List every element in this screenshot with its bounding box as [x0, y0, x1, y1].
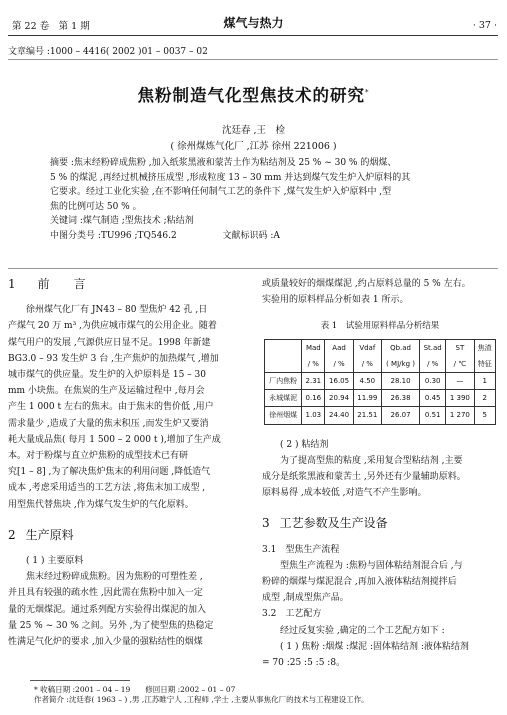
section2-line: 并且具有较强的疏水性 ,因此需在焦粉中加入一定 — [8, 588, 203, 599]
authors: 沈廷春 ,王 检 — [221, 125, 286, 136]
table-cell: 11.99 — [353, 390, 381, 407]
section2-line: 量 25 % ~ 30 % 之间。另外 ,为了使型焦的热稳定 — [8, 620, 214, 631]
left-column — [8, 276, 244, 650]
section1-line: 徐州煤气化厂有 JN43 – 80 型焦炉 42 孔 ,日 — [26, 305, 208, 316]
table-header-cell: / % — [353, 356, 381, 373]
section1-line: 成本 ,考虑采用适当的工艺方法 ,将焦末加工成型 , — [8, 483, 206, 494]
binder-line: 为了提高型焦的粘度 ,采用复合型粘结剂 ,主要 — [280, 455, 463, 466]
abstract-line: 焦的比例可达 50 % 。 — [50, 201, 142, 212]
section3-1-heading: 3.1 型焦生产流程 — [262, 544, 340, 555]
section3-1-line: 型焦生产流程为 :焦粉与固体粘结剂混合后 ,与 — [280, 560, 463, 571]
section1-line: 需求量少 ,造成了大量的焦末积压 ,而发生炉又要消 — [8, 418, 209, 429]
title-footnote-mark: * — [365, 88, 370, 97]
table-cell: 永城煤泥 — [265, 390, 302, 407]
table-cell: 26.38 — [381, 390, 419, 407]
article-rule — [8, 59, 498, 60]
footnote-rule — [30, 680, 130, 681]
table-header-cell: Mad — [302, 339, 325, 356]
section2-line: 焦末经过粉碎成焦粉。因为焦粉的可塑性差 , — [26, 572, 203, 583]
table-row — [265, 390, 496, 407]
section2-line: 量的无烟煤泥。通过系列配方实验得出煤泥的加入 — [8, 604, 207, 615]
table-cell: 2.31 — [302, 373, 325, 390]
table-header-cell: 焦渣 — [474, 339, 496, 356]
section1-line: mm 小块焦。在焦炭的生产及运输过程中 ,每月会 — [8, 386, 205, 397]
classification-line — [50, 229, 466, 244]
table-cell: 0.30 — [420, 373, 446, 390]
table-cell: 26.07 — [381, 407, 419, 424]
table-cell: 1.03 — [302, 407, 325, 424]
table-header-cell: St.ad — [420, 339, 446, 356]
table-header-cell: / % — [302, 356, 325, 373]
footnote-dates: * 收稿日期 :2001 – 04 – 19 修回日期 :2002 – 01 – 07 — [34, 685, 236, 694]
article-number: 文章编号 :1000 – 4416( 2002 )01 – 0037 – 02 — [8, 47, 208, 57]
table-header-cell: Qb.ad — [381, 339, 419, 356]
table-cell: 0.45 — [420, 390, 446, 407]
table-cell: 20.94 — [325, 390, 353, 407]
section3-1-line: 粉碎的烟煤与煤泥混合 ,再加入液体粘结剂搅拌后 — [262, 577, 457, 588]
section1-line: 究[1 – 8] ,为了解决焦炉焦末的利用问题 ,降低造气 — [8, 467, 211, 478]
right-intro-line: 实验用的原料样品分析如表 1 所示。 — [262, 295, 409, 306]
section1-line: BG3.0 – 93 发生炉 3 台 ,生产焦炉的加热煤气 ,增加 — [8, 353, 219, 364]
table-header-cell: / % — [325, 356, 353, 373]
table-cell: 2 — [474, 390, 496, 407]
binder-line: 成分是纸浆黑液和蒙苦土 ,另外还有少量辅助原料。 — [262, 472, 466, 483]
section1-line: 耗大量成品焦( 每月 1 500 – 2 000 t ),增加了生产成 — [8, 434, 221, 445]
section2-line: 性满足气化炉的要求 ,加入少量的强粘结性的烟煤 — [8, 637, 203, 648]
table-cell: 24.40 — [325, 407, 353, 424]
table-cell: 0.16 — [302, 390, 325, 407]
abstract-line: 它要求。经过工业化实验 ,在不影响任何制气工艺的条件下 ,煤气发生炉入炉原料中 ,型 — [50, 187, 392, 197]
abstract — [50, 156, 466, 243]
table1 — [264, 339, 496, 425]
table-cell: 徐州烟煤 — [265, 407, 302, 424]
section1-line: 产生 1 000 t 左右的焦末。由于焦末的售价低 ,用户 — [8, 402, 214, 413]
table-cell: 21.51 — [353, 407, 381, 424]
section2-heading: 2 生产原料 — [8, 527, 74, 542]
table1-caption: 表 1 试验用原料样品分析结果 — [320, 321, 440, 332]
volume-issue: 第 22 卷 第 1 期 — [12, 21, 90, 32]
section3-2-heading: 3.2 工艺配方 — [262, 609, 322, 620]
affiliation: ( 徐州煤炼气化厂 ,江苏 徐州 221006 ) — [170, 141, 337, 152]
document-code: 文献标识码 :A — [222, 230, 280, 241]
table-cell: 0.51 — [420, 407, 446, 424]
table-header-cell: ST — [446, 339, 474, 356]
table-row — [265, 373, 496, 390]
table-header-cell — [265, 356, 302, 373]
table-cell: 28.10 — [381, 373, 419, 390]
section1-line: 本。对于粉煤与直立炉焦粉的成型技术已有研 — [8, 451, 189, 462]
abstract-line: 5 % 的煤泥 ,再经过机械挤压成型 ,形成粒度 13 – 30 mm 并达到煤气发生炉入炉原料的其 — [50, 172, 411, 183]
binder-heading: ( 2 ) 粘结剂 — [280, 439, 329, 450]
section1-line: 用型焦代替焦块 ,作为煤气发生炉的气化原料。 — [8, 499, 194, 510]
table-cell: 4.50 — [353, 373, 381, 390]
abstract-line: 摘要 :焦末经粉碎成焦粉 ,加入纸浆黑液和蒙苦土作为粘结剂及 25 % ~ 30 % 的烟煤、 — [50, 158, 397, 168]
table-header-cell: / ℃ — [446, 356, 474, 373]
section2-subheading: ( 1 ) 主要原料 — [26, 556, 84, 567]
right-column — [262, 276, 498, 671]
table-header-cell: / % — [420, 356, 446, 373]
section1-heading: 1 前 言 — [8, 277, 86, 291]
classification-number: 中图分类号 :TU996 ;TQ546.2 — [50, 230, 177, 241]
page-number: · 37 · — [472, 20, 497, 31]
table-cell: — — [446, 373, 474, 390]
section1-line: 煤气用户的发展 ,气源供应日显不足。1998 年新建 — [8, 337, 211, 348]
section3-heading: 3 工艺参数及生产设备 — [262, 516, 388, 531]
right-intro-line: 或质量较好的烟煤煤泥 ,约占原料总量的 5 % 左右。 — [262, 279, 471, 289]
table-header-row — [265, 339, 496, 356]
table-header-cell: 特征 — [474, 356, 496, 373]
table-cell: 5 — [474, 407, 496, 424]
journal-name: 煤气与热力 — [223, 16, 284, 30]
table-header-cell — [265, 339, 302, 356]
paper-title: 焦粉制造气化型焦技术的研究* — [137, 86, 370, 105]
table-header-cell: ( MJ/kg ) — [381, 356, 419, 373]
table-cell: 厂内焦粉 — [265, 373, 302, 390]
abstract-rule — [8, 268, 498, 269]
table-header-cell: Vdaf — [353, 339, 381, 356]
table-header-cell: Aad — [325, 339, 353, 356]
section3-2-line: ( 1 ) 焦粉 :烟煤 :煤泥 :固体粘结剂 :液体粘结剂 — [280, 641, 469, 652]
section3-1-line: 成型 ,制成型焦产品。 — [262, 593, 349, 604]
footnote — [34, 685, 504, 704]
section3-2-line: = 70 :25 :5 :5 :8。 — [262, 658, 346, 669]
table-cell: 1 390 — [446, 390, 474, 407]
section1-line: 产煤气 20 万 m³ ,为供应城市煤气的公用企业。随着 — [8, 321, 217, 332]
keywords: 关键词 :煤气制造 ;型焦技术 ;粘结剂 — [50, 216, 194, 226]
binder-line: 原料易得 ,成本较低 ,对造气不产生影响。 — [262, 488, 427, 499]
section3-2-line: 经过反复实验 ,确定的二个工艺配方如下 : — [280, 625, 445, 636]
table-cell: 1 — [474, 373, 496, 390]
section1-line: 城市煤气的供应量。发生炉的入炉原料是 15 – 30 — [8, 370, 206, 381]
header-rule — [8, 35, 498, 36]
table-row — [265, 407, 496, 424]
table-cell: 16.05 — [325, 373, 353, 390]
footnote-author-bio: 作者简介 :沈廷春( 1963 – ) ,男 ,江苏睢宁人 ,工程师 ,学士 ,主要从事焦化厂的技术与工程建设工作。 — [34, 694, 369, 704]
table-header-row — [265, 356, 496, 373]
table-cell: 1 270 — [446, 407, 474, 424]
